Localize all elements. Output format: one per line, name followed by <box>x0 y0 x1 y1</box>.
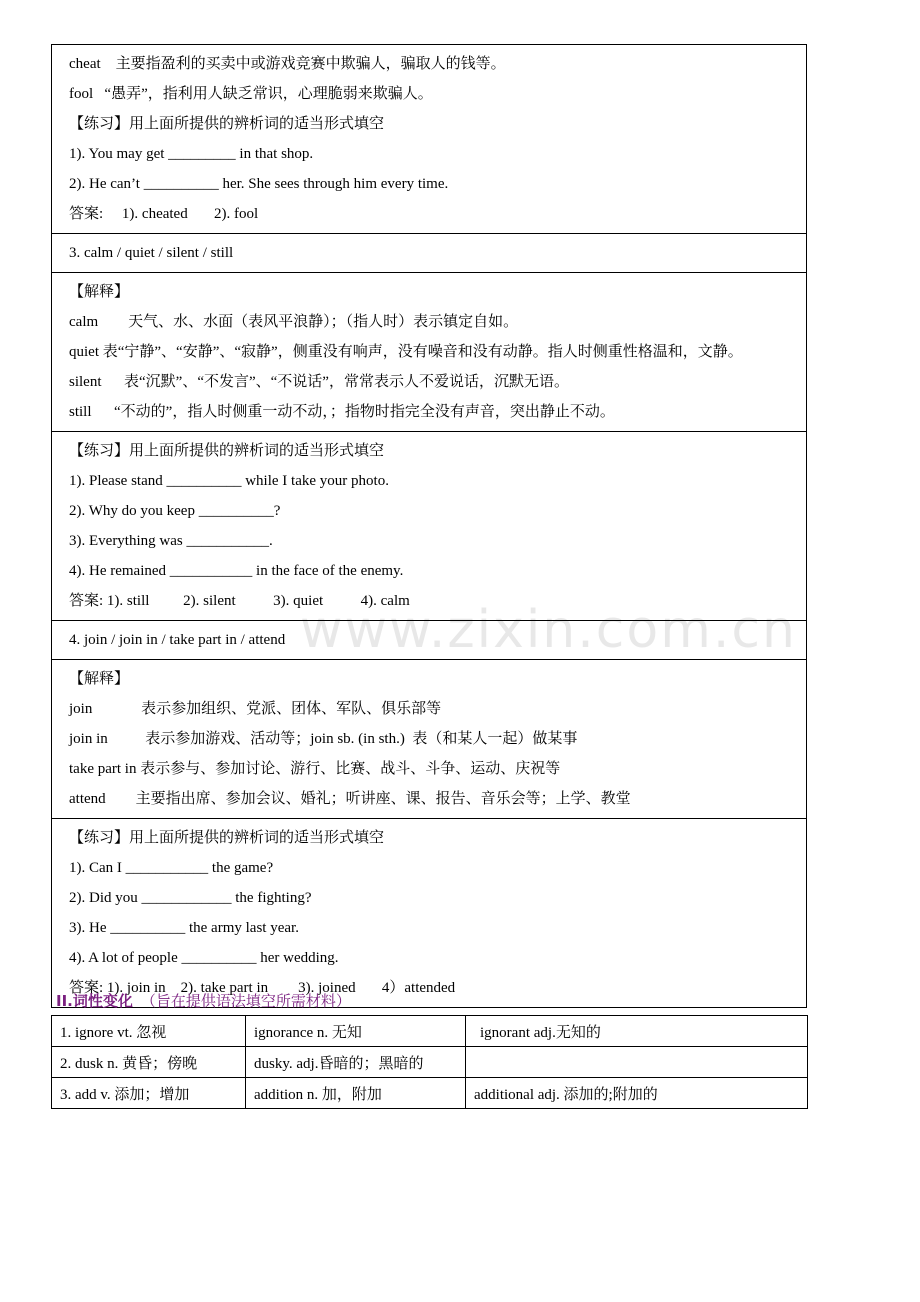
exercise-heading: 【练习】用上面所提供的辨析词的适当形式填空 <box>69 830 385 846</box>
section-subtitle: （旨在提供语法填空所需材料） <box>140 992 351 1010</box>
attend-definition: attend 主要指出席、参加会议、婚礼；听讲座、课、报告、音乐会等；上学、教堂 <box>69 791 631 807</box>
explanation-cell <box>52 660 807 819</box>
table-cell: addition n. 加，附加 <box>246 1078 466 1109</box>
silent-definition: silent 表“沉默”、“不发言”、“不说话”，常常表示人不爱说话，沉默无语。 <box>69 374 569 390</box>
calm-definition: calm 天气、水、水面（表风平浪静）；（指人时）表示镇定自如。 <box>69 314 519 330</box>
exercise-item: 1). Can I ___________ the game? <box>69 860 274 876</box>
word-group-heading-cell <box>52 621 807 660</box>
take-part-in-definition: take part in 表示参与、参加讨论、游行、比赛、战斗、斗争、运动、庆祝等 <box>69 761 561 777</box>
table-cell <box>466 1047 808 1078</box>
exercise-item: 1). You may get _________ in that shop. <box>69 146 314 162</box>
exercise-cell <box>52 432 807 621</box>
table-cell: 3. add v. 添加；增加 <box>52 1078 246 1109</box>
join-definition: join 表示参加组织、党派、团体、军队、俱乐部等 <box>69 701 442 717</box>
word-group-heading: 3. calm / quiet / silent / still <box>69 245 234 261</box>
table-row <box>52 1047 808 1078</box>
cheat-fool-cell <box>52 45 807 234</box>
table-row <box>52 621 807 660</box>
table-cell: additional adj. 添加的;附加的 <box>466 1078 808 1109</box>
table-row <box>52 273 807 432</box>
still-definition: still “不动的”，指人时侧重一动不动，；指物时指完全没有声音，突出静止不动。 <box>69 404 615 420</box>
section-heading <box>56 990 351 1011</box>
table-row <box>52 819 807 1008</box>
table-cell: 1. ignore vt. 忽视 <box>52 1016 246 1047</box>
exercise-heading: 【练习】用上面所提供的辨析词的适当形式填空 <box>69 116 385 132</box>
table-row <box>52 234 807 273</box>
table-cell: ignorant adj.无知的 <box>466 1016 808 1047</box>
answer-line: 答案: 1). still 2). silent 3). quiet 4). calm <box>69 593 410 609</box>
explanation-heading: 【解释】 <box>69 284 130 300</box>
watermark: www.zixin.com.cn <box>300 600 797 660</box>
answer-line: 答案: 1). join in 2). take part in 3). joined 4）attended <box>69 980 456 996</box>
section-title: II.词性变化 <box>56 992 133 1010</box>
exercise-item: 2). Why do you keep __________? <box>69 503 281 519</box>
exercise-cell <box>52 819 807 1008</box>
table-cell: dusky. adj.昏暗的；黑暗的 <box>246 1047 466 1078</box>
exercise-item: 3). He __________ the army last year. <box>69 920 299 936</box>
answer-line: 答案: 1). cheated 2). fool <box>69 206 259 222</box>
table-row <box>52 432 807 621</box>
table-row <box>52 45 807 234</box>
table-cell: ignorance n. 无知 <box>246 1016 466 1047</box>
quiet-definition: quiet 表“宁静”、“安静”、“寂静”，侧重没有响声，没有噪音和没有动静。指人时侧重性格温和，文静。 <box>69 344 743 360</box>
exercise-heading: 【练习】用上面所提供的辨析词的适当形式填空 <box>69 443 385 459</box>
exercise-item: 4). A lot of people __________ her wedding. <box>69 950 339 966</box>
exercise-item: 2). Did you ____________ the fighting? <box>69 890 312 906</box>
table-cell: 2. dusk n. 黄昏；傍晚 <box>52 1047 246 1078</box>
exercise-item: 4). He remained ___________ in the face of the enemy. <box>69 563 404 579</box>
table-row <box>52 660 807 819</box>
exercise-item: 1). Please stand __________ while I take your photo. <box>69 473 389 489</box>
word-group-heading-cell <box>52 234 807 273</box>
explanation-heading: 【解释】 <box>69 671 130 687</box>
vocabulary-distinction-table <box>51 44 807 1008</box>
exercise-item: 3). Everything was ___________. <box>69 533 273 549</box>
exercise-item: 2). He can’t __________ her. She sees through him every time. <box>69 176 449 192</box>
join-in-definition: join in 表示参加游戏、活动等；join sb. (in sth.) 表（和某人一起）做某事 <box>69 731 578 747</box>
table-row <box>52 1078 808 1109</box>
explanation-cell <box>52 273 807 432</box>
table-row <box>52 1016 808 1047</box>
word-group-heading: 4. join / join in / take part in / attend <box>69 632 286 648</box>
cheat-definition: cheat 主要指盈利的买卖中或游戏竞赛中欺骗人，骗取人的钱等。 <box>69 56 506 72</box>
fool-definition: fool “愚弄”，指利用人缺乏常识，心理脆弱来欺骗人。 <box>69 86 433 102</box>
word-forms-table <box>51 1015 808 1109</box>
